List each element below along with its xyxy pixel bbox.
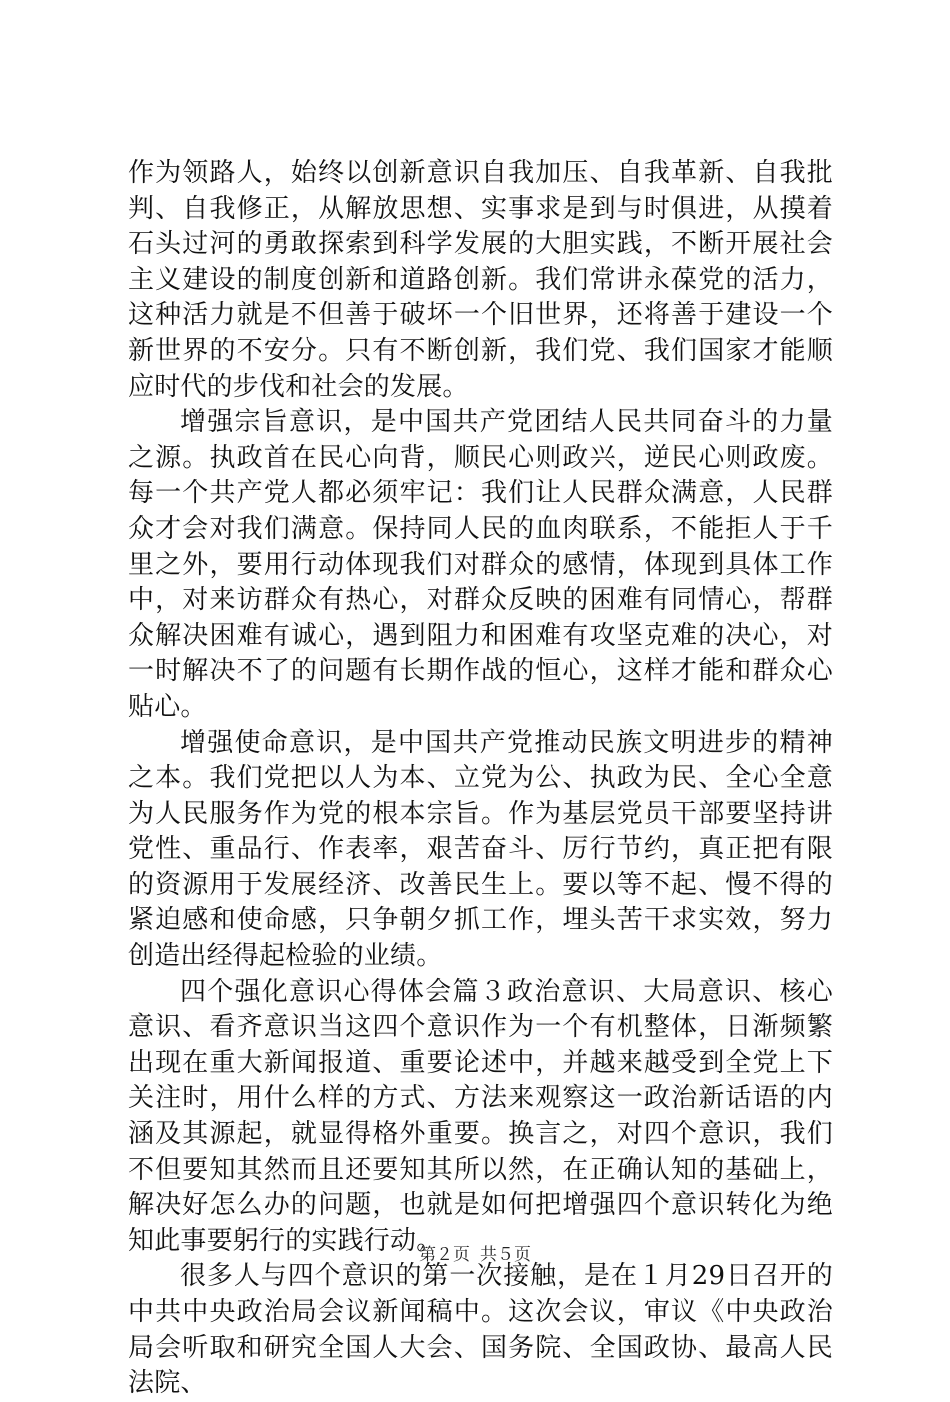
page-total: 共５页: [480, 1245, 531, 1265]
paragraph-2: 增强宗旨意识，是中国共产党团结人民共同奋斗的力量之源。执政首在民心向背，顺民心则政兴，逆民心则政废。每一个共产党人都必须牢记：我们让人民群众满意，人民群众才会对我们满意。保持同人民的血肉联系，不能拒人于千里之外，要用行动体现我们对群众的感情，体现到具体工作中，对来访群众有热心，对群众反映的困难有同情心，帮群众解决困难有诚心，遇到阻力和困难有攻坚克难的决心，对一时解决不了的问题有长期作战的恒心，这样才能和群众心贴心。: [128, 407, 833, 722]
page-number: 第２页: [419, 1245, 470, 1265]
paragraph-1: 作为领路人，始终以创新意识自我加压、自我革新、自我批判、自我修正，从解放思想、实事求是到与时俱进，从摸着石头过河的勇敢探索到科学发展的大胆实践，不断开展社会主义建设的制度创新和道路创新。我们常讲永葆党的活力，这种活力就是不但善于破坏一个旧世界，还将善于建设一个新世界的不安分。只有不断创新，我们党、我们国家才能顺应时代的步伐和社会的发展。: [128, 158, 833, 402]
paragraph-4: 四个强化意识心得体会篇３政治意识、大局意识、核心意识、看齐意识当这四个意识作为一个有机整体，日渐频繁出现在重大新闻报道、重要论述中，并越来越受到全党上下关注时，用什么样的方式、方法来观察这一政治新话语的内涵及其源起，就显得格外重要。换言之，对四个意识，我们不但要知其然而且还要知其所以然，在正确认知的基础上，解决好怎么办的问题，也就是如何把增强四个意识转化为绝知此事要躬行的实践行动。: [128, 976, 833, 1256]
paragraph-3: 增强使命意识，是中国共产党推动民族文明进步的精神之本。我们党把以人为本、立党为公、执政为民、全心全意为人民服务作为党的根本宗旨。作为基层党员干部要坚持讲党性、重品行、作表率，艰苦奋斗、厉行节约，真正把有限的资源用于发展经济、改善民生上。要以等不起、慢不得的紧迫感和使命感，只争朝夕抓工作，埋头苦干求实效，努力创造出经得起检验的业绩。: [128, 727, 833, 972]
document-body: [128, 156, 833, 1402]
paragraph-5: 很多人与四个意识的第一次接触，是在１月29日召开的中共中央政治局会议新闻稿中。这次会议，审议《中央政治局会听取和研究全国人大会、国务院、全国政协、最高人民法院、: [128, 1261, 833, 1399]
page-footer: [0, 1244, 950, 1266]
